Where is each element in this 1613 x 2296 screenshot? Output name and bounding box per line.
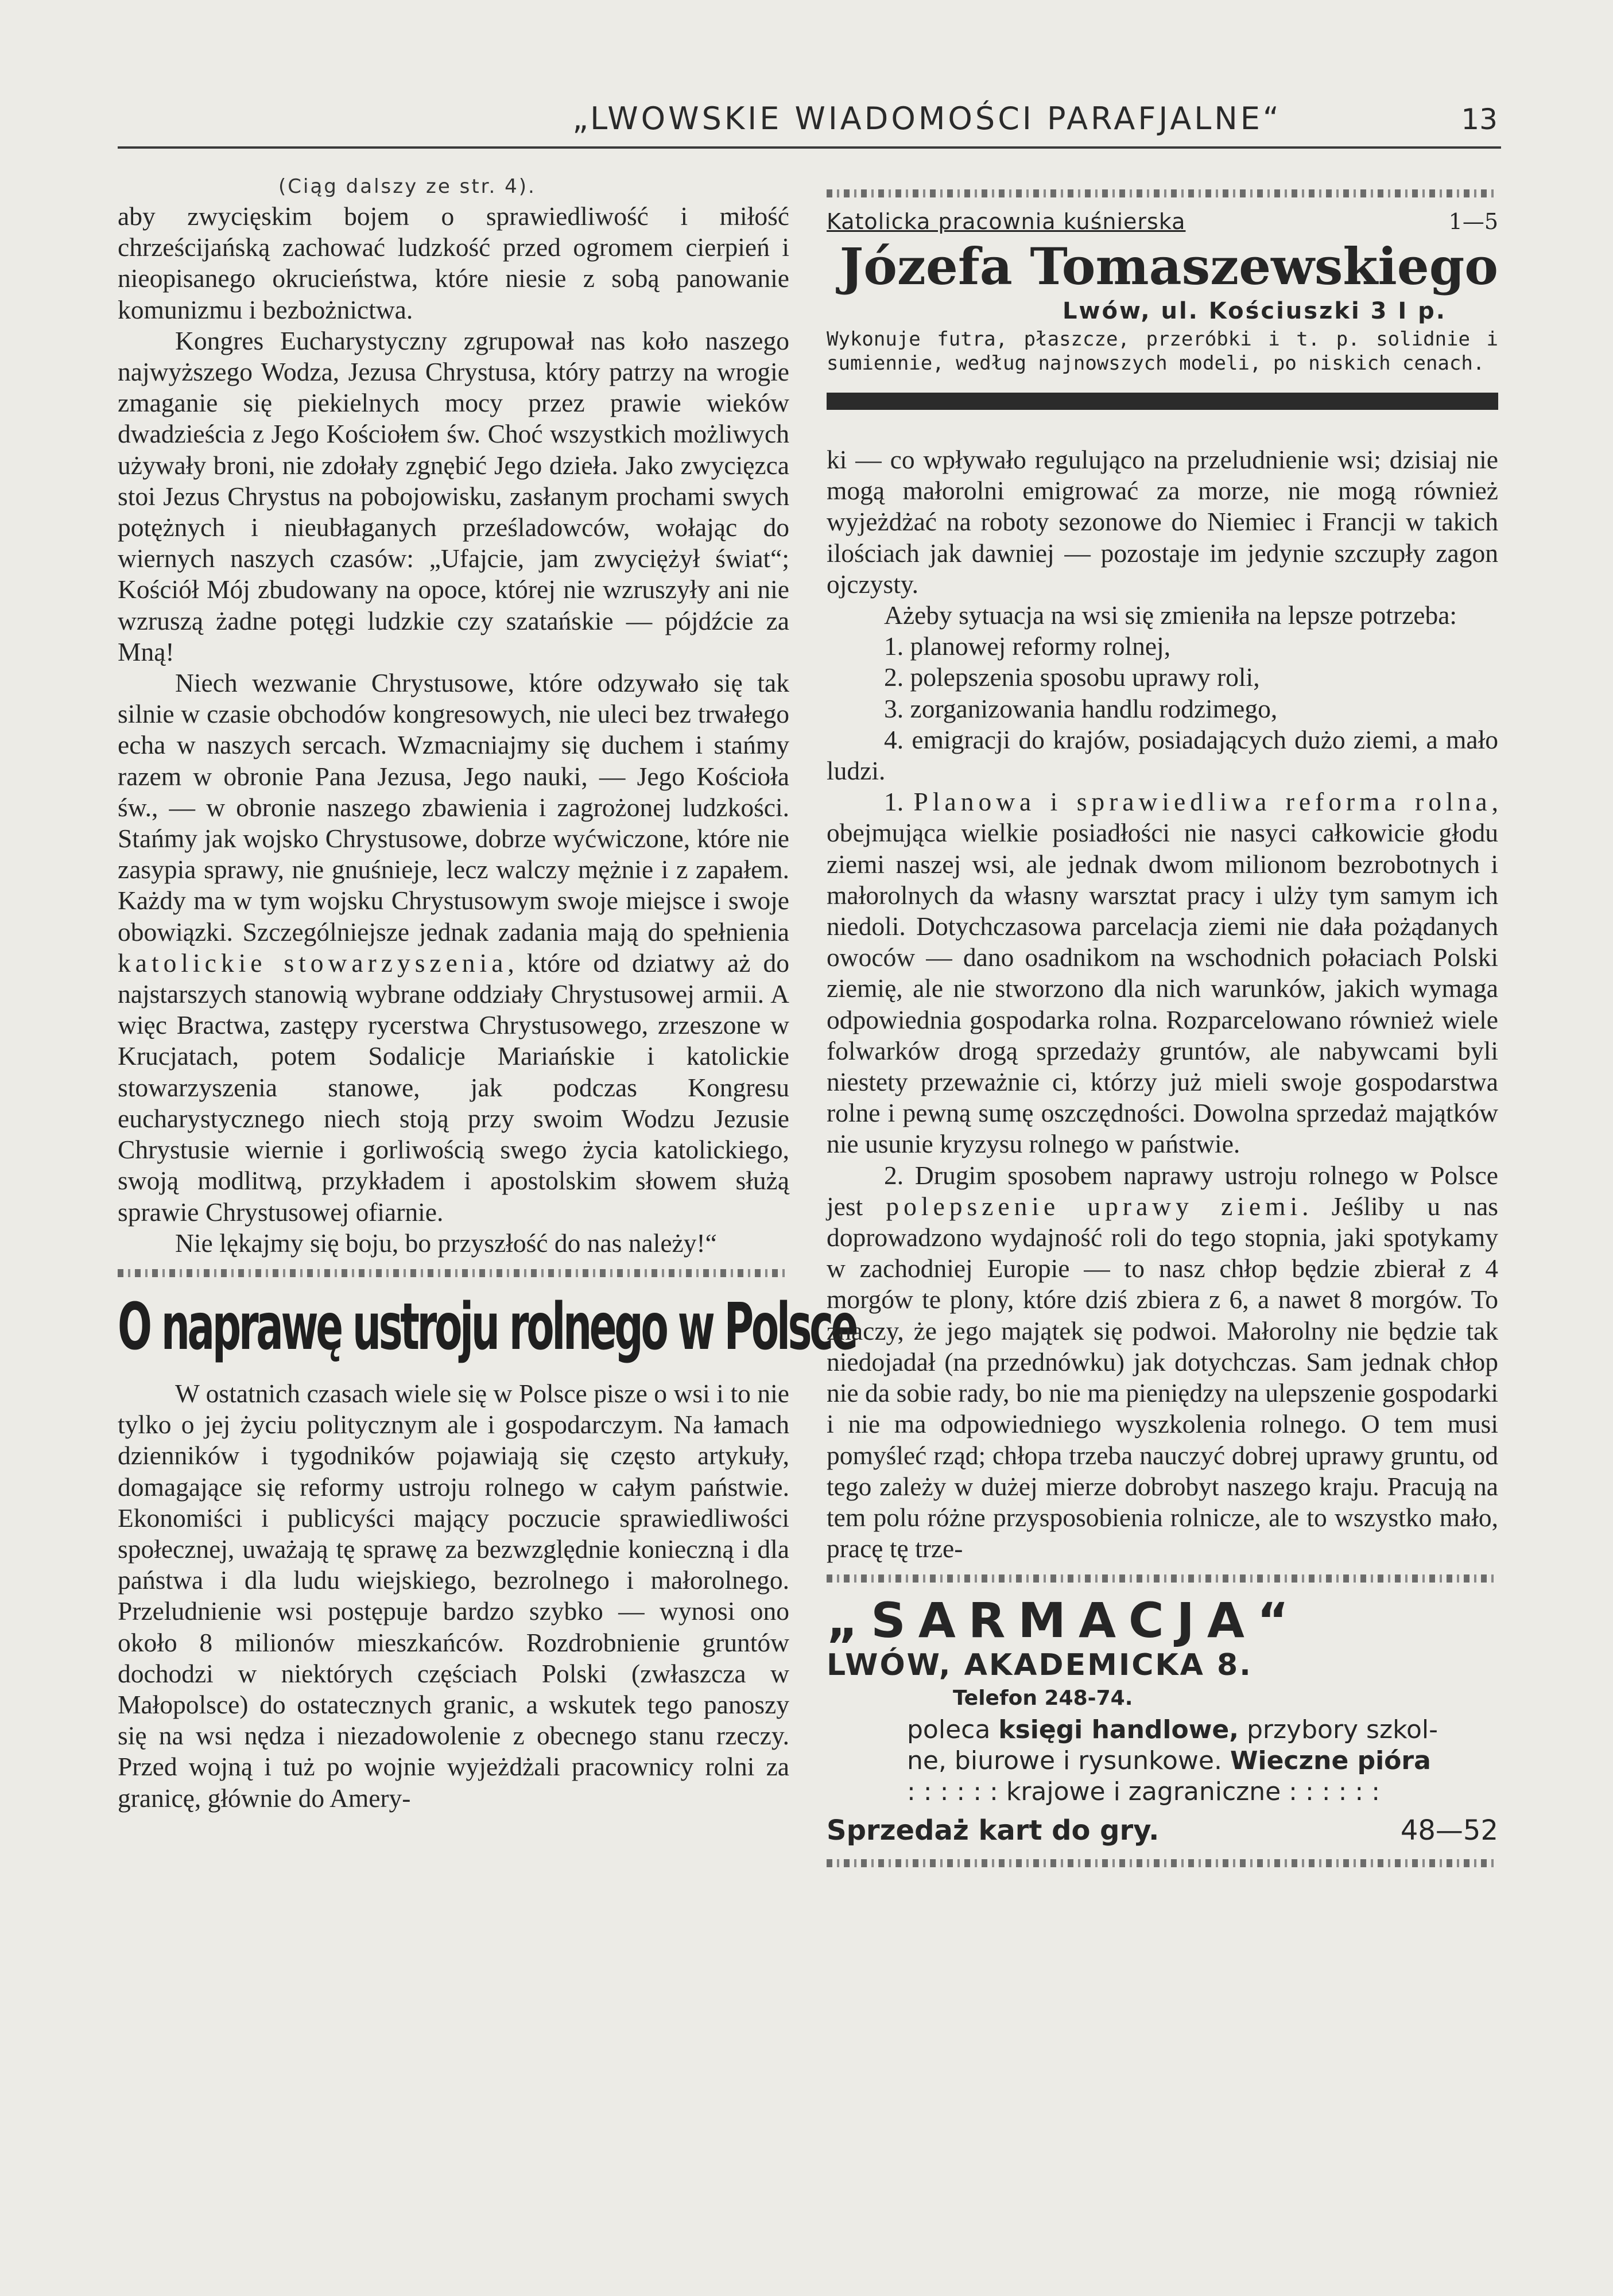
- ad-phone: Telefon 248-74.: [953, 1686, 1133, 1711]
- ad-line: : : : : : : krajowe i zagraniczne : : : : : :: [907, 1777, 1381, 1807]
- running-title: „LWOWSKIE WIADOMOŚCI PARAFJALNE“: [572, 100, 1282, 137]
- ad-business-name: Józefa Tomaszewskiego: [839, 236, 1498, 296]
- list-item: 4. emigracji do krajów, posiadających dużo ziemi, a mało ludzi.: [827, 724, 1498, 786]
- paragraph-text: . Jeśliby u nas doprowadzono wydajność roli do tego stopnia, jaki spotykamy w zachodniej Europie — to nasz chłop będzie zbierał z 4 morgów te plony, które dziś zbiera z 6, a nawet 8 morgów. To znaczy, że jego majątek się podwoi. Małorolny nie będzie tak niedojadał (na przednówku) jak dotychczas. Sam jednak chłop nie da sobie rady, bo nie ma pieniędzy na ulepszenie gospodarki i nie ma odpowiedniego wyszkolenia rolnego. O tem musi pomyśleć rząd; chłopa trzeba nauczyć dobrej uprawy gruntu, od tego zależy w dużej mierze dobrobyt naszego kraju. Pracują na tem polu różne przysposobienia rolnicze, ale to wszystko mało, pracę tę trze-: [827, 1191, 1499, 1564]
- paragraph: W ostatnich czasach wiele się w Polsce pisze o wsi i to nie tylko o jej życiu politycznym ale i gospodarczym. Na łamach dzienników i tygodników pojawiają się często artykuły, domagające się reformy ustroju rolnego w całym państwie. Ekonomiści i publicyści mający poczucie sprawiedliwości społecznej, uważają tę sprawę za bezwzględnie konieczną i dla państwa i dla ludu wiejskiego, bezrolnego i małorolnego. Przeludnienie wsi postępuje bardzo szybko — wynosi ono około 8 milionów mieszkańców. Rozdrobnienie gruntów dochodzi w niektórych częściach Polski (zwłaszcza w Małopolsce) do ostatecznych granic, a wskutek tego panoszy się na wsi nędza i niezadowolenie z obecnego stanu rzeczy. Przed wojną i tuż po wojnie wyjeżdżali pracownicy rolni za granicę, głównie do Amery-: [118, 1378, 789, 1813]
- ornamental-divider: [827, 1859, 1498, 1867]
- ad-business-name: „SARMACJA“: [827, 1592, 1302, 1649]
- paragraph: aby zwycięskim bojem o sprawiedliwość i miłość chrześcijańską zachować ludzkość przed ogromem cierpień i nieopisanego okrucieństwa, które niesie z sobą panowanie komunizmu i bezbożnictwa.: [118, 201, 789, 324]
- paragraph: Ażeby sytuacja na wsi się zmieniła na lepsze potrzeba:: [884, 600, 1457, 630]
- solid-divider: [827, 393, 1498, 410]
- left-column: [118, 172, 856, 1814]
- ad-line: [827, 1746, 1498, 1777]
- left-text: [118, 201, 789, 1259]
- ad-code: 48—52: [1400, 1814, 1498, 1847]
- ad-text: ne, biurowe i rysunkowe.: [907, 1746, 1222, 1776]
- ad-description: Wykonuje futra, płaszcze, przeróbki i t. p. solidnie i sumiennie, według najnowszych modeli, po niskich cenach.: [827, 328, 1498, 375]
- ad-address: LWÓW, AKADEMICKA 8.: [827, 1648, 1253, 1683]
- section-number: 1.: [884, 787, 904, 817]
- paragraph: [827, 1160, 1498, 1565]
- ad-text-bold: księgi handlowe,: [998, 1715, 1239, 1745]
- list-item: 2. polepszenia sposobu uprawy roli,: [884, 662, 1260, 692]
- ad-label: Katolicka pracownia kuśnierska: [827, 209, 1186, 234]
- furrier-advertisement: [827, 208, 1498, 375]
- right-text: [827, 444, 1498, 1564]
- list-item: 1. planowej reformy rolnej,: [884, 631, 1171, 661]
- paragraph-text: , które od dziatwy aż do najstarszych stanowią wybrane oddziały Chrystusowej armii. A więc Bractwa, zastępy rycerstwa Chrystusowego, zrzeszone w Krucjatach, potem Sodalicje Mariańskie i katolickie stowarzyszenia stanowe, jak podczas Kongresu eucharystycznego niech stoją przy swoim Wodzu Jezusie Chrystusie wiernie i gorliwością swego życia katolickiego, swoją modlitwą, przykładem i apostolskim słowem służą sprawie Chrystusowej ofiarnie.: [118, 948, 789, 1227]
- ornamental-divider: [827, 1574, 1498, 1583]
- paragraph: Kongres Eucharystyczny zgrupował nas koło naszego najwyższego Wodza, Jezusa Chrystusa, który patrzy na wrogie zmaganie się piekielnych mocy przez prawie wieków dwadzieścia z Jego Kościołem św. Choć wszystkich możliwych używały broni, nie zdołały zgnębić Jego dzieła. Jako zwycięzca stoi Jezus Chrystus na pobojowisku, zasłanym prochami swych potężnych i nieubłaganych prześladowców, wołając do wiernych naszych czasów: „Ufajcie, jam zwyciężył świat“; Kościół Mój zbudowany na opoce, której nie wzruszyły ani nie wzruszą żadne potęgi ludzkie czy szatańskie — pójdźcie za Mną!: [118, 325, 789, 666]
- spaced-phrase: polepszenie uprawy ziemi: [886, 1191, 1302, 1221]
- ad-code: 1—5: [1448, 209, 1498, 234]
- ornamental-divider: [827, 189, 1498, 197]
- ad-text-bold: Wieczne pióra: [1230, 1746, 1431, 1776]
- paragraph-text: , obejmująca wielkie posiadłości nie nasyci całkowicie głodu ziemi naszej wsi, ale jednak dwom milionom bezrobotnych i małorolnych da własny warsztat pracy i ulży tym samym ich niedoli. Dotychczasowa parcelacja ziemi nie dała pożądanych owoców — dano osadnikom na wschodnich połaciach Polski ziemię, ale nie stworzono dla nich warunków, jakich wymaga odpowiednia gospodarka rolna. Rozparcelowano również wiele folwarków drogą sprzedaży gruntów, ale nabywcami byli niestety przeważnie ci, którzy już mieli swoje gospodarstwa rolne i pewną sumę oszczędności. Dowolna sprzedaż majątków nie usunie kryzysu rolnego w państwie.: [827, 787, 1498, 1159]
- article-title: O naprawę ustroju rolnego w Polsce: [118, 1289, 856, 1364]
- continuation-note: (Ciąg dalszy ze str. 4).: [278, 175, 536, 198]
- ornamental-divider: [118, 1269, 789, 1277]
- ad-footer-text: Sprzedaż kart do gry.: [827, 1814, 1160, 1847]
- spaced-phrase: katolickie stowarzyszenia: [118, 948, 508, 978]
- article-text: [118, 1378, 789, 1814]
- list-item: 3. zorganizowania handlu rodzimego,: [884, 693, 1278, 723]
- ad-address: Lwów, ul. Kościuszki 3 I p.: [1063, 298, 1447, 324]
- spaced-phrase: Planowa i sprawiedliwa reforma rolna: [913, 787, 1492, 817]
- ad-text: przybory szkol-: [1246, 1715, 1438, 1745]
- ad-text: poleca: [907, 1715, 991, 1745]
- paragraph: Nie lękajmy się boju, bo przyszłość do nas należy!“: [175, 1228, 717, 1258]
- ad-line: [827, 1715, 1498, 1746]
- paragraph-text: Niech wezwanie Chrystusowe, które odzywało się tak silnie w czasie obchodów kongresowych, nie uleci bez trwałego echa w naszych sercach. Wzmacniajmy się duchem i stańmy razem w obronie Pana Jezusa, Jego nauki, — Jego Kościoła św., — w obronie naszego zbawienia i zagrożonej ludzkości. Stańmy jak wojsko Chrystusowe, dobrze wyćwiczone, które nie zasypia sprawy, nie gnuśnieje, lecz walczy mężnie i z zapałem. Każdy ma w tym wojsku Chrystusowym swoje miejsce i swoje obowiązki. Szczególniejsze jednak zadania mają do spełnienia: [118, 668, 789, 947]
- page-number: 13: [1461, 103, 1498, 136]
- paragraph-text: 2. Drugim sposobem naprawy ustroju rolnego w Polsce jest: [827, 1160, 1498, 1221]
- paragraph: ki — co wpływało regulująco na przeludnienie wsi; dzisiaj nie mogą małorolni emigrować za morze, nie mogą również wyjeżdżać na roboty sezonowe do Niemiec i Francji w takich ilościach jak dawniej — pozostaje im jedynie szczupły zagon ojczysty.: [827, 445, 1498, 599]
- ad-header: [827, 208, 1498, 235]
- sarmacja-advertisement: [827, 1593, 1498, 1849]
- paragraph: [827, 786, 1498, 1159]
- running-header: [118, 100, 1501, 149]
- paragraph: [118, 668, 789, 1228]
- right-column: [827, 172, 1498, 1878]
- ad-footer: [827, 1812, 1498, 1849]
